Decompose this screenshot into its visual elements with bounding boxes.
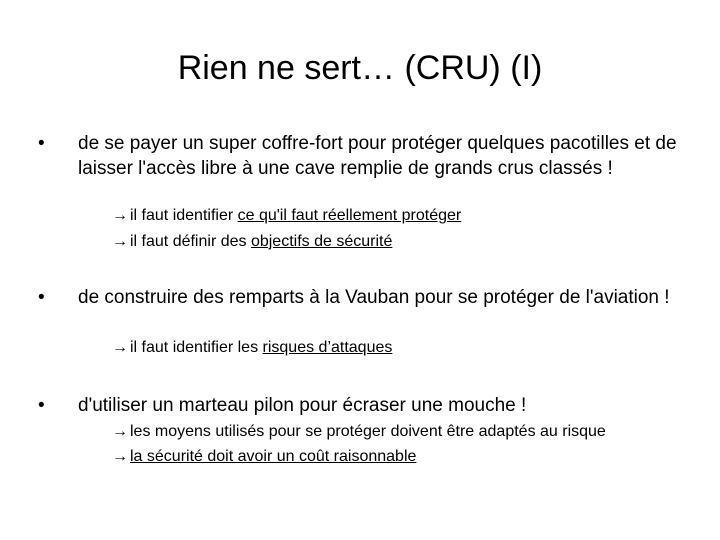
bullet-icon: • (38, 133, 45, 154)
sub-bullet-underlined: la sécurité doit avoir un coût raisonnable (130, 448, 417, 465)
sub-bullet-prefix: les moyens utilisés pour se protéger doivent être adaptés au risque (130, 423, 606, 440)
sub-bullet-item (112, 338, 392, 358)
arrow-right-icon: → (112, 339, 128, 356)
arrow-right-icon: → (112, 423, 128, 440)
bullet-icon: • (38, 287, 45, 308)
sub-bullet-underlined: risques d’attaques (262, 339, 393, 356)
sub-bullet-prefix: il faut identifier (130, 207, 238, 224)
sub-bullet-prefix: il faut identifier les (130, 339, 263, 356)
bullet-icon: • (38, 395, 45, 416)
sub-bullet-item (112, 206, 461, 226)
bullet-text: de construire des remparts à la Vauban pour se protéger de l'aviation ! (78, 287, 670, 308)
bullet-item (38, 393, 678, 418)
bullet-item (38, 131, 678, 181)
sub-bullet-item (112, 447, 416, 467)
bullet-text: de se payer un super coffre-fort pour protéger quelques pacotilles et de laisser l'accès libre à une cave remplie de grands crus classés ! (78, 133, 677, 179)
slide-title: Rien ne sert… (CRU) (I) (177, 49, 543, 87)
sub-bullet-prefix: il faut définir des (130, 233, 251, 250)
bullet-text: d'utiliser un marteau pilon pour écraser une mouche ! (78, 395, 527, 416)
sub-bullet-underlined: ce qu'il faut réellement protéger (237, 207, 462, 224)
sub-bullet-item (112, 422, 606, 442)
bullet-item (38, 285, 678, 310)
arrow-right-icon: → (112, 448, 128, 465)
sub-bullet-underlined: objectifs de sécurité (250, 233, 393, 250)
arrow-right-icon: → (112, 207, 128, 224)
arrow-right-icon: → (112, 233, 128, 250)
sub-bullet-item (112, 232, 392, 252)
